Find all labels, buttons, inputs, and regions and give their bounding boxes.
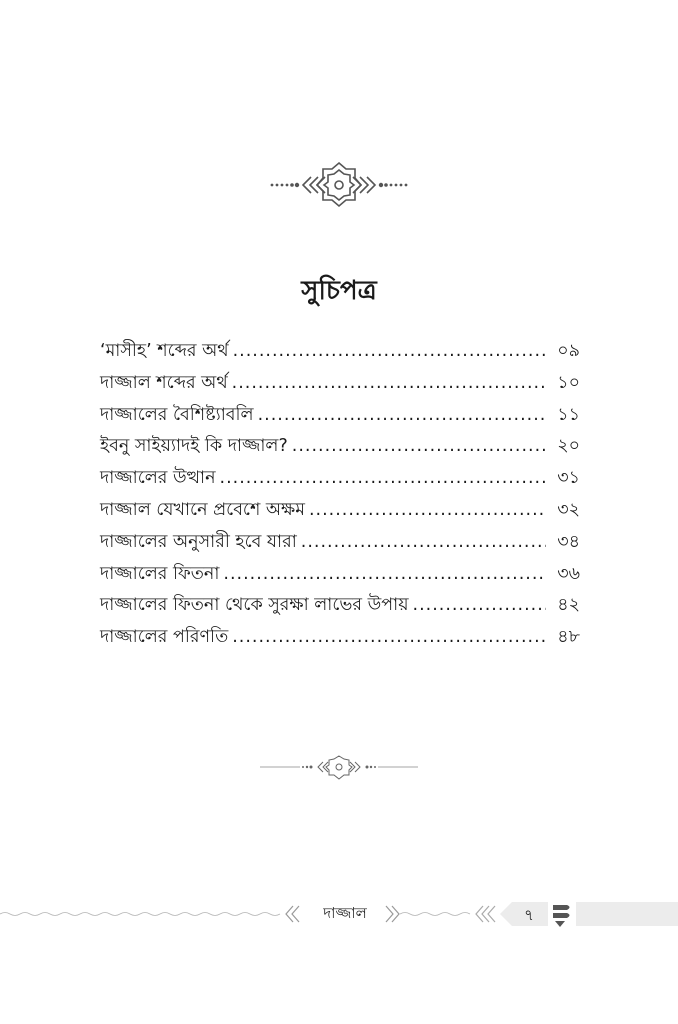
footer-chevron-left bbox=[286, 906, 299, 922]
toc-entry-page: ৩৪ bbox=[557, 531, 580, 552]
toc-entry[interactable] bbox=[100, 370, 580, 402]
footer-right-band bbox=[576, 902, 678, 926]
dot-leader bbox=[232, 627, 546, 647]
footer-wave-right bbox=[400, 913, 470, 916]
toc-entry-page: ২০ bbox=[557, 436, 580, 457]
toc-entry-page: ০৯ bbox=[557, 341, 580, 361]
toc-entry-label: দাজ্জালের ফিতনা bbox=[100, 563, 220, 584]
ornament-dots-left bbox=[271, 183, 300, 187]
table-of-contents bbox=[100, 338, 580, 656]
toc-entry-label: দাজ্জালের পরিণতি bbox=[100, 627, 229, 648]
dot-leader bbox=[233, 341, 546, 361]
toc-entry-label: দাজ্জালের উত্থান bbox=[100, 468, 216, 489]
bottom-ornament bbox=[0, 752, 678, 782]
top-ornament bbox=[0, 160, 678, 210]
ornament-medallion bbox=[326, 756, 352, 779]
toc-entry-page: ১১ bbox=[557, 404, 580, 425]
toc-entry-page: ১০ bbox=[557, 372, 580, 393]
dot-leader bbox=[223, 564, 546, 584]
dot-leader bbox=[292, 436, 546, 456]
footer-chevrons-band bbox=[476, 906, 495, 922]
dot-leader bbox=[220, 468, 546, 488]
ornament-dots-right bbox=[379, 183, 408, 187]
toc-entry[interactable] bbox=[100, 592, 580, 624]
dot-leader bbox=[258, 405, 546, 425]
book-logo-icon bbox=[553, 905, 570, 927]
toc-entry[interactable] bbox=[100, 338, 580, 370]
toc-entry[interactable] bbox=[100, 402, 580, 434]
footer-wave-left bbox=[0, 913, 280, 916]
page-footer bbox=[0, 896, 678, 936]
ornament-dots-left bbox=[302, 766, 313, 769]
toc-entry[interactable] bbox=[100, 561, 580, 593]
dot-leader bbox=[301, 532, 546, 552]
toc-entry[interactable] bbox=[100, 497, 580, 529]
footer-book-title: দাজ্জাল bbox=[323, 904, 367, 922]
toc-entry[interactable] bbox=[100, 624, 580, 656]
page-title: সুচিপত্র bbox=[301, 276, 377, 306]
toc-entry-label: দাজ্জাল যেখানে প্রবেশে অক্ষম bbox=[100, 499, 305, 520]
toc-entry-label: ‘মাসীহ’ শব্দের অর্থ bbox=[100, 341, 229, 361]
toc-entry-page: ৪২ bbox=[557, 595, 580, 616]
footer-page-number: ৭ bbox=[524, 906, 534, 924]
ornament-dots-right bbox=[366, 766, 377, 769]
toc-entry-page: ৩১ bbox=[557, 468, 580, 489]
toc-entry-page: ৩৬ bbox=[557, 563, 580, 584]
toc-entry-label: দাজ্জালের ফিতনা থেকে সুরক্ষা লাভের উপায় bbox=[100, 595, 409, 616]
ornament-chevrons-right bbox=[353, 177, 375, 193]
toc-entry[interactable] bbox=[100, 465, 580, 497]
dot-leader bbox=[232, 373, 546, 393]
dot-leader bbox=[309, 500, 546, 520]
dot-leader bbox=[413, 595, 546, 615]
toc-entry[interactable] bbox=[100, 529, 580, 561]
toc-entry-label: দাজ্জালের বৈশিষ্ট্যাবলি bbox=[100, 404, 254, 425]
toc-entry-page: ৪৮ bbox=[557, 627, 580, 648]
toc-entry[interactable] bbox=[100, 433, 580, 465]
ornament-medallion bbox=[317, 163, 361, 206]
toc-entry-label: ইবনু সাইয়্যাদই কি দাজ্জাল? bbox=[100, 436, 288, 457]
toc-entry-page: ৩২ bbox=[557, 499, 580, 520]
toc-entry-label: দাজ্জাল শব্দের অর্থ bbox=[100, 372, 228, 393]
toc-entry-label: দাজ্জালের অনুসারী হবে যারা bbox=[100, 531, 297, 552]
